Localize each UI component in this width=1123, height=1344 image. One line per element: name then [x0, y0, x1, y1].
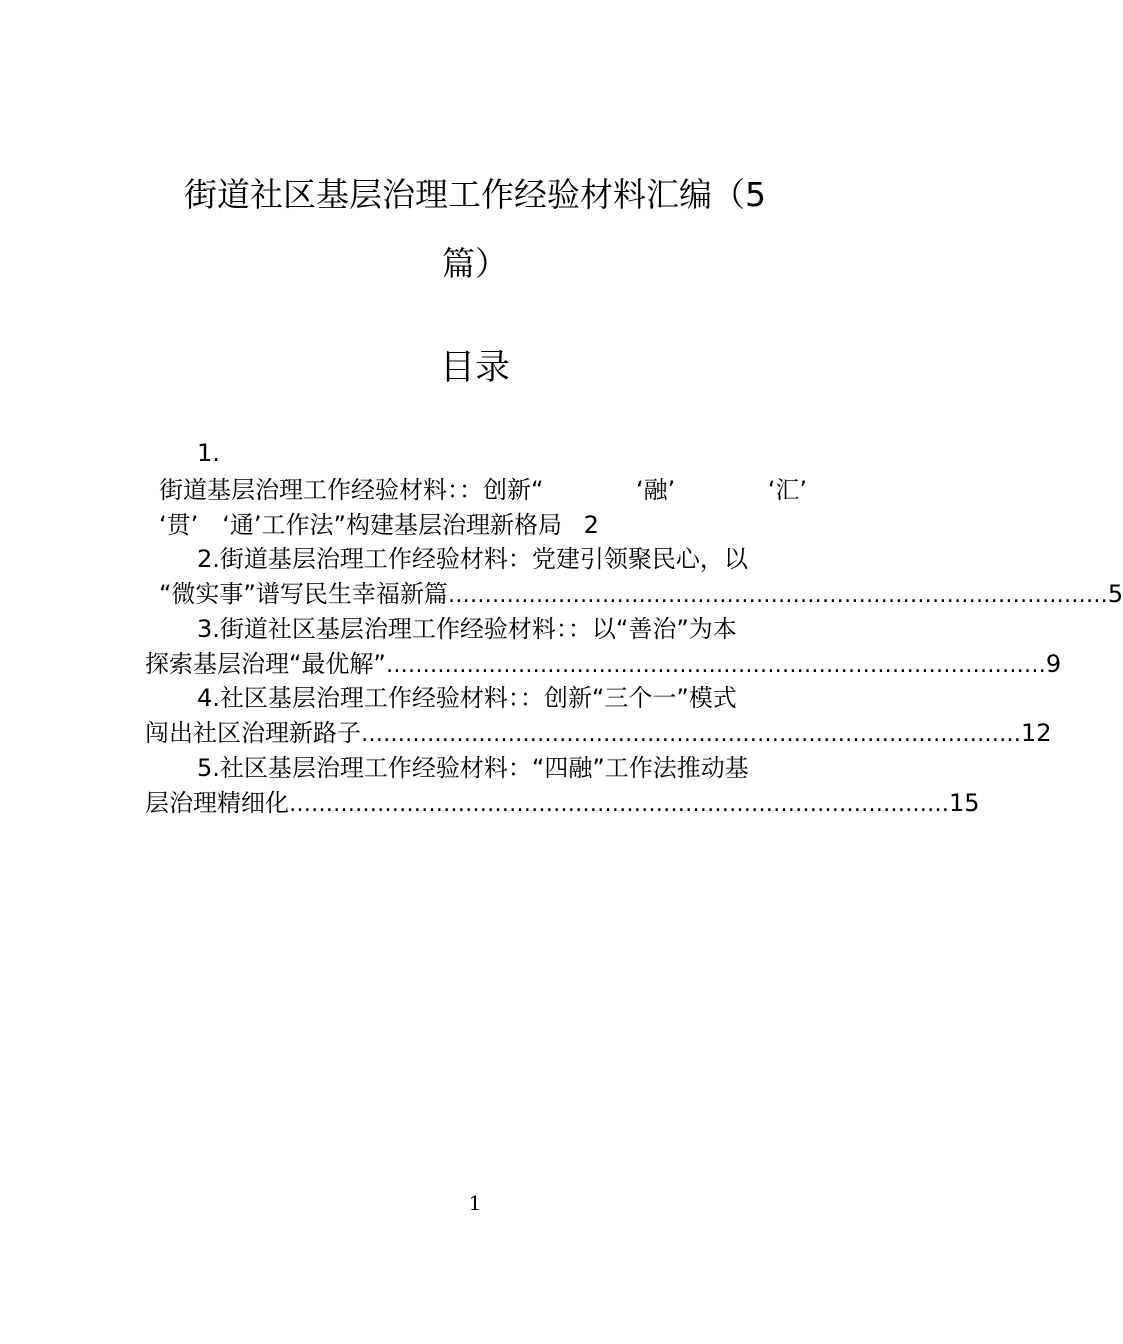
- toc-entry-4-text: 闯出社区治理新路子: [145, 719, 361, 747]
- toc-entry-2-page: 5: [1107, 580, 1123, 608]
- toc-entry-3-text: 探索基层治理“最优解”: [145, 650, 386, 678]
- toc-entry-5-leader: ………………………………………………………………………………: [289, 792, 949, 817]
- toc-entry-4-line-1[interactable]: 4.社区基层治理工作经验材料：：创新“三个一”模式: [197, 684, 737, 712]
- document-title-line-1: 街道社区基层治理工作经验材料汇编（5: [184, 175, 766, 214]
- toc-entry-5-text: 层治理精细化: [145, 789, 289, 817]
- toc-entry-2-leader: ………………………………………………………………………………: [447, 583, 1108, 608]
- toc-entry-5-line-2[interactable]: [145, 786, 980, 820]
- toc-entry-1-line-2[interactable]: [159, 508, 599, 542]
- toc-entry-2-text: “微实事”谱写民生幸福新篇: [159, 580, 448, 608]
- toc-entry-4-leader: ………………………………………………………………………………: [361, 722, 1021, 747]
- toc-entry-3-line-1[interactable]: 3.街道社区基层治理工作经验材料：：以“善治”为本: [197, 615, 737, 643]
- toc-entry-2-line-1[interactable]: 2.街道基层治理工作经验材料：党建引领聚民心，以: [197, 545, 748, 573]
- toc-heading: 目录: [439, 348, 510, 388]
- toc-entry-1-line-1-part-3: ‘汇’: [767, 476, 807, 504]
- toc-entry-1-line-1-part-2: ‘融’: [635, 476, 676, 504]
- toc-entry-5-line-1[interactable]: 5.社区基层治理工作经验材料：“四融”工作法推动基: [197, 754, 749, 782]
- page-number: 1: [468, 1191, 482, 1215]
- toc-entry-4-line-2[interactable]: [145, 716, 1052, 750]
- toc-entry-4-page: 12: [1021, 719, 1052, 747]
- toc-entry-2-line-2[interactable]: [159, 577, 1123, 611]
- toc-entry-3-line-2[interactable]: [145, 647, 1062, 681]
- toc-entry-3-page: 9: [1045, 650, 1062, 678]
- toc-entry-1-text: ‘贯’ ‘通’工作法”构建基层治理新格局: [159, 511, 562, 539]
- toc-entry-1-line-1-part-1: 街道基层治理工作经验材料：：创新“: [159, 476, 544, 504]
- toc-entry-1-line-1[interactable]: [159, 473, 807, 507]
- toc-entry-1-page: 2: [583, 511, 599, 539]
- toc-entry-3-leader: ………………………………………………………………………………: [385, 653, 1046, 678]
- toc-entry-1-number[interactable]: 1.: [197, 439, 220, 467]
- document-title-line-2: 篇）: [442, 244, 508, 283]
- toc-entry-5-page: 15: [949, 789, 980, 817]
